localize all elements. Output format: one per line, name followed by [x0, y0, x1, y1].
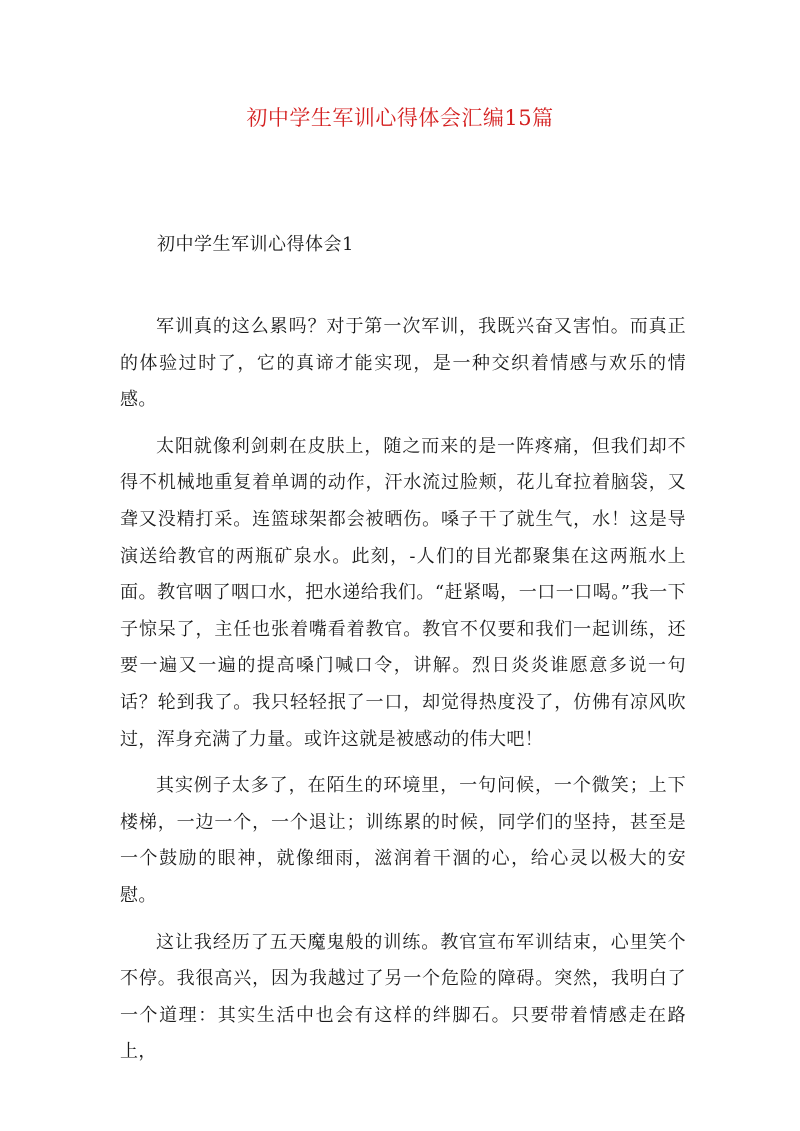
section-heading: 初中学生军训心得体会1: [157, 234, 354, 255]
paragraph: 太阳就像利剑刺在皮肤上，随之而来的是一阵疼痛，但我们却不得不机械地重复着单调的动作，汗水流过脸颊，花儿耷拉着脑袋，又聋又没精打采。连篮球架都会被晒伤。嗓子干了就生气，水！这是导演送给教官的两瓶矿泉水。此刻，-人们的目光都聚集在这两瓶水上面。教官咽了咽口水，把水递给我们。“赶紧喝，一口一口喝。”我一下子惊呆了，主任也张着嘴看着教官。教官不仅要和我们一起训练，还要一遍又一遍的提高嗓门喊口令，讲解。烈日炎炎谁愿意多说一句话？轮到我了。我只轻轻抿了一口，却觉得热度没了，仿佛有凉风吹过，浑身充满了力量。或许这就是被感动的伟大吧！: [120, 435, 686, 750]
paragraph: 军训真的这么累吗？对于第一次军训，我既兴奋又害怕。而真正的体验过时了，它的真谛才能实现，是一种交织着情感与欢乐的情感。: [120, 316, 686, 411]
paragraph: 这让我经历了五天魔鬼般的训练。教官宣布军训结束，心里笑个不停。我很高兴，因为我越过了另一个危险的障碍。突然，我明白了一个道理：其实生活中也会有这样的绊脚石。只要带着情感走在路上，: [120, 931, 686, 1063]
body-text: [120, 309, 686, 1081]
paragraph: 其实例子太多了，在陌生的环境里，一句问候，一个微笑；上下楼梯，一边一个，一个退让；训练累的时候，同学们的坚持，甚至是一个鼓励的眼神，就像细雨，滋润着干涸的心，给心灵以极大的安慰。: [120, 775, 686, 906]
document-title: 初中学生军训心得体会汇编15篇: [246, 106, 554, 130]
